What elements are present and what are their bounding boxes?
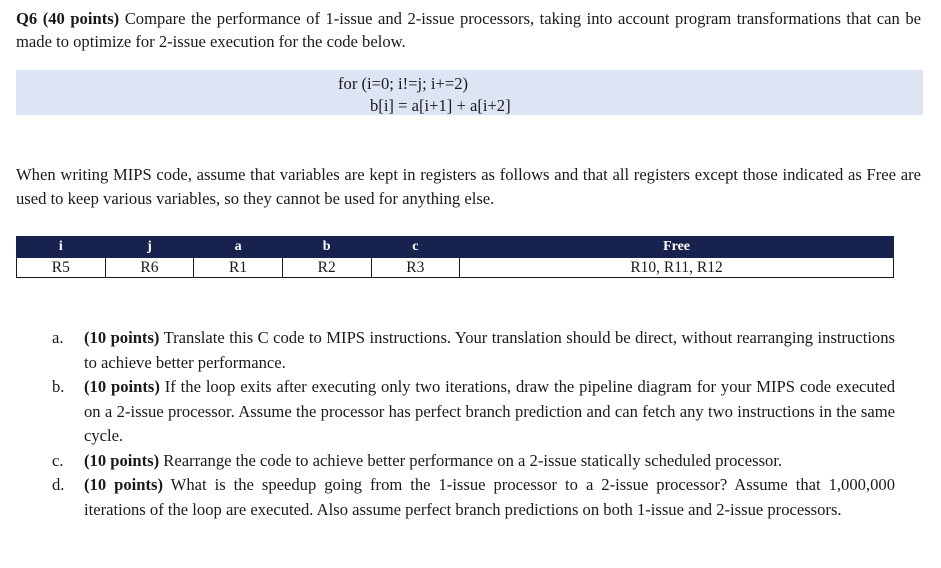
question-heading [16, 7, 921, 53]
register-i: R5 [17, 258, 106, 278]
register-b: R2 [282, 258, 371, 278]
header-a: a [194, 237, 283, 258]
register-table-row [17, 258, 894, 278]
header-free: Free [460, 237, 894, 258]
question-number: Q6 (40 points) [16, 9, 120, 28]
register-table-header-row [17, 237, 894, 258]
part-text: Translate this C code to MIPS instructions. Your translation should be direct, without rearranging instructions to achieve better performance. [84, 328, 895, 372]
question-parts [0, 326, 941, 522]
code-line-body: b[i] = a[i+1] + a[i+2] [370, 96, 511, 115]
part-marker: a. [52, 328, 64, 347]
header-b: b [282, 237, 371, 258]
register-c: R3 [371, 258, 460, 278]
part-b [0, 375, 895, 449]
part-points: (10 points) [84, 377, 160, 396]
question-text: Compare the performance of 1-issue and 2-issue processors, taking into account program transformations that can be made to optimize for 2-issue execution for the code below. [16, 9, 921, 51]
register-free: R10, R11, R12 [460, 258, 894, 278]
part-text: Rearrange the code to achieve better performance on a 2-issue statically scheduled processor. [159, 450, 783, 470]
part-text: If the loop exits after executing only two iterations, draw the pipeline diagram for your MIPS code executed on a 2-issue processor. Assume the processor has perfect branch prediction and can fetch any two instructions in the same cycle. [84, 377, 895, 445]
part-a [0, 326, 895, 375]
part-marker: b. [52, 377, 65, 396]
register-table [16, 236, 894, 278]
part-marker: c. [52, 450, 64, 470]
code-line-loop: for (i=0; i!=j; i+=2) [338, 74, 469, 93]
part-text: What is the speedup going from the 1-issue processor to a 2-issue processor? Assume that 1,000,000 iterations of the loop are executed. Also assume perfect branch predictions on both 1-issue and 2-issue processors. [84, 475, 895, 519]
header-c: c [371, 237, 460, 258]
register-a: R1 [194, 258, 283, 278]
part-d [0, 473, 895, 522]
register-instructions: When writing MIPS code, assume that variables are kept in registers as follows and that all registers except those indicated as Free are used to keep various variables, so they cannot be used for anything else. [16, 165, 921, 208]
part-points: (10 points) [84, 475, 163, 494]
part-c [0, 449, 895, 474]
header-j: j [105, 237, 194, 258]
part-points: (10 points) [84, 450, 160, 470]
header-i: i [17, 237, 106, 258]
register-j: R6 [105, 258, 194, 278]
part-marker: d. [52, 475, 65, 494]
part-points: (10 points) [84, 328, 160, 347]
